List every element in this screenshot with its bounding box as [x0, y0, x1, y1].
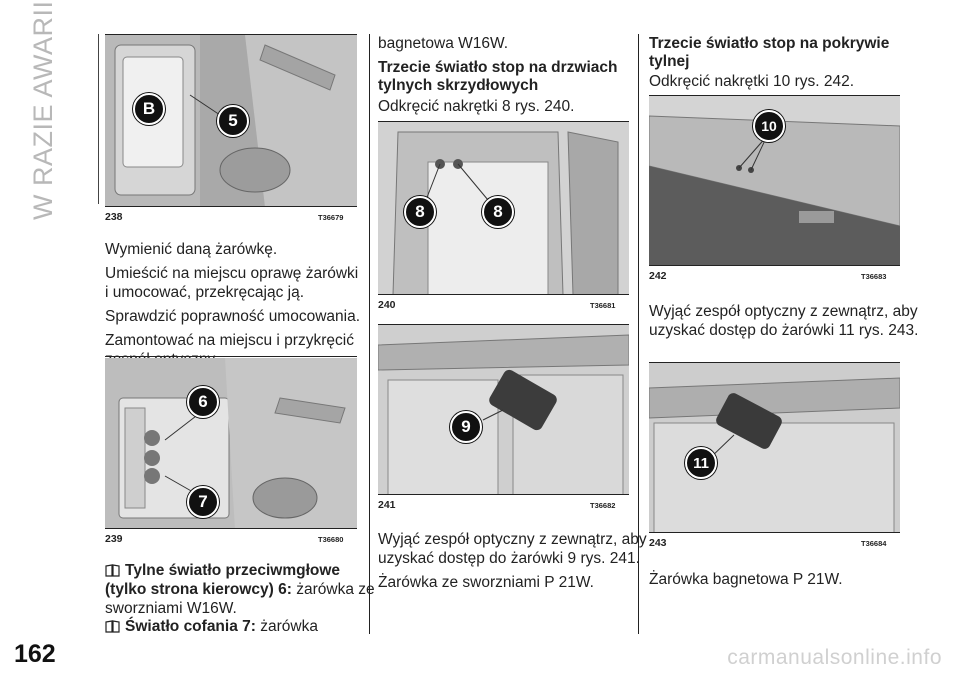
figure-238	[105, 34, 357, 207]
paragraph: Żarówka ze sworzniami P 21W.	[378, 574, 594, 591]
figure-number: 241	[378, 499, 396, 511]
list-item-reverse-light	[105, 617, 318, 636]
paragraph: Żarówka bagnetowa P 21W.	[649, 571, 843, 588]
figure-caption-rule	[378, 494, 629, 495]
figure-241	[378, 324, 629, 495]
callout-6: 6	[187, 386, 219, 418]
figure-caption-rule	[105, 206, 357, 207]
callout-5: 5	[217, 105, 249, 137]
watermark: carmanualsonline.info	[727, 646, 942, 669]
paragraph: bagnetowa W16W.	[378, 35, 509, 52]
page-number: 162	[14, 640, 56, 668]
list-item-label: Światło cofania 7:	[125, 618, 256, 635]
figure-caption-rule	[378, 294, 629, 295]
book-icon	[105, 563, 120, 576]
callout-9: 9	[450, 411, 482, 443]
section-title-text: W RAZIE AWARII	[28, 0, 58, 220]
paragraph: Wyjąć zespół optyczny z zewnątrz, aby	[378, 531, 647, 548]
paragraph: Zamontować na miejscu i przykręcić	[105, 332, 354, 349]
paragraph: Wymienić daną żarówkę.	[105, 241, 278, 258]
section-heading: Trzecie światło stop na pokrywie	[649, 35, 890, 52]
callout-10: 10	[753, 110, 785, 142]
section-heading: Trzecie światło stop na drzwiach	[378, 59, 618, 76]
callout-8: 8	[482, 196, 514, 228]
section-heading: tylnej	[649, 53, 690, 70]
paragraph: Wyjąć zespół optyczny z zewnątrz, aby	[649, 303, 918, 320]
list-item-fog-light	[105, 561, 340, 580]
figure-243	[649, 362, 900, 533]
figure-ref: T36681	[590, 301, 616, 310]
figure-caption-rule	[649, 265, 900, 266]
side-rule	[98, 34, 99, 204]
figure-caption-rule	[105, 528, 357, 529]
figure-ref: T36682	[590, 501, 616, 510]
list-item-fog-light-cont: sworzniami W16W.	[105, 600, 237, 617]
figure-240	[378, 121, 629, 295]
figure-caption-rule	[649, 532, 900, 533]
list-item-text: żarówka ze	[291, 581, 375, 598]
paragraph: uzyskać dostęp do żarówki 11 rys. 243.	[649, 322, 919, 339]
paragraph: Odkręcić nakrętki 8 rys. 240.	[378, 98, 575, 115]
figure-number: 243	[649, 537, 667, 549]
callout-7: 7	[187, 486, 219, 518]
paragraph: Umieścić na miejscu oprawę żarówki	[105, 265, 359, 282]
figure-ref: T36683	[861, 272, 887, 281]
list-item-text: żarówka	[255, 618, 318, 635]
paragraph: Sprawdzić poprawność umocowania.	[105, 308, 361, 325]
callout-8: 8	[404, 196, 436, 228]
figure-242	[649, 95, 900, 266]
figure-number: 239	[105, 533, 123, 545]
column-divider	[369, 34, 370, 634]
list-item-fog-light-cont	[105, 580, 375, 599]
figure-ref: T36684	[861, 539, 887, 548]
paragraph: i umocować, przekręcając ją.	[105, 284, 304, 301]
callout-b: B	[133, 93, 165, 125]
figure-number: 242	[649, 270, 667, 282]
section-title	[20, 0, 60, 220]
callout-11: 11	[685, 447, 717, 479]
figure-number: 238	[105, 211, 123, 223]
figure-ref: T36680	[318, 535, 344, 544]
paragraph: uzyskać dostęp do żarówki 9 rys. 241.	[378, 550, 640, 567]
figure-ref: T36679	[318, 213, 344, 222]
list-item-label: Tylne światło przeciwmgłowe	[125, 562, 341, 579]
section-heading: tylnych skrzydłowych	[378, 77, 539, 94]
book-icon	[105, 619, 120, 632]
figure-top-rule	[105, 356, 357, 357]
figure-number: 240	[378, 299, 396, 311]
figure-239	[105, 356, 357, 528]
paragraph: Odkręcić nakrętki 10 rys. 242.	[649, 73, 855, 90]
list-item-label: (tylko strona kierowcy) 6:	[105, 581, 292, 598]
